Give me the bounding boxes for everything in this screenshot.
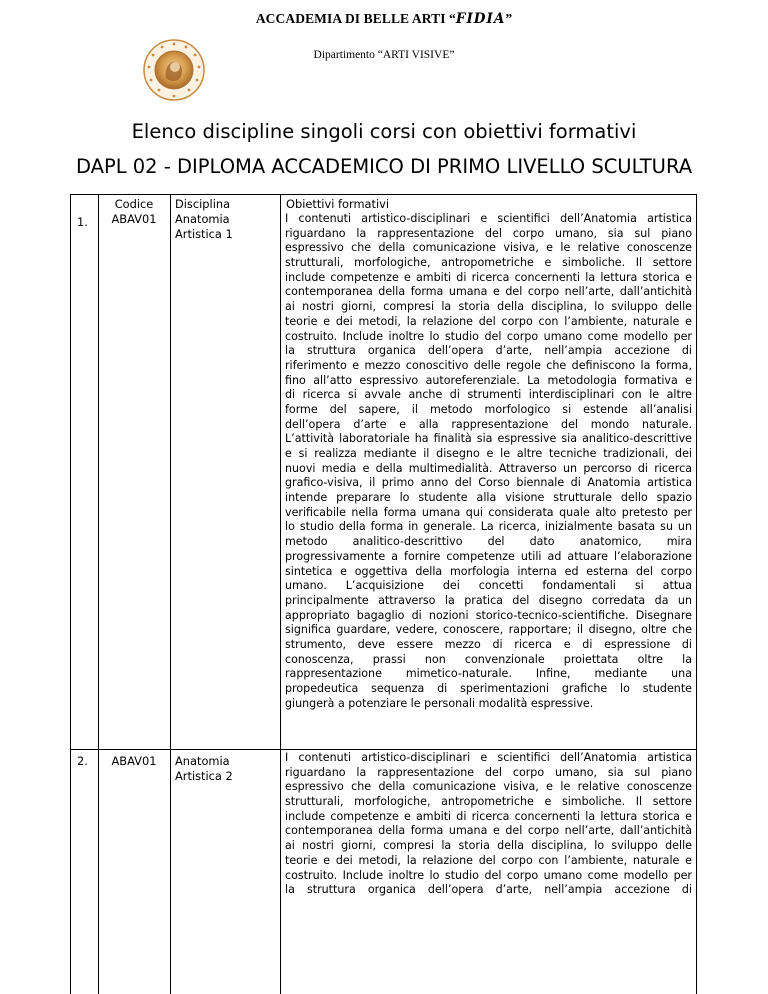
disciplines-table [70, 194, 697, 994]
table-divider [98, 195, 99, 994]
header-discipline: Disciplina [175, 197, 231, 211]
row-objectives: I contenuti artistico-disciplinari e scientifici dell’Anatomia artistica riguardano la rappresentazione del corpo umano, sia sul piano espressivo che della comunicazione visiva, e le relative conoscenze strutturali, morfologiche, antropometriche e simboliche. Il settore include competenze e ambiti di ricerca concernenti la lettura storica e contemporanea della forma umana e del corpo nell’arte, dall’antichità ai nostri giorni, compresi la storia della disciplina, lo sviluppo delle teorie e dei metodi, la relazione del corpo con l’ambiente, naturale e costruito. Include inoltre lo studio del corpo umano come modello per la struttura organica dell’opera d’arte, nell’ampia accezione di riferimento e mezzo conoscitivo delle regole che definiscono la forma, fino all’atto espressivo autoreferenziale. La metodologia formativa e di ricerca si avvale anche di strumenti interdisciplinari con le altre forme del sapere, il metodo morfologico si estende all’analisi dell’opera d’arte e alla rappresentazione del mondo naturale. L’attività laboratoriale ha finalità sia espressive sia analitico-descrittive e si realizza mediante il disegno e le altre tecniche tradizionali, dei nuovi media e della multimedialità. Attraverso un percorso di ricerca grafico-visiva, il primo anno del Corso biennale di Anatomia artistica intende preparare lo studente alla visione strutturale dello spazio verificabile nella forma umana qui considerata quale alto pretesto per lo studio della forma in generale. La ricerca, inizialmente basata su un metodo analitico-descrittivo del dato anatomico, mira progressivamente a fornire competenze utili ad attuare l’elaborazione sintetica e oggettiva della morfologia interna ed esterna del corpo umano. L’acquisizione dei concetti fondamentali si attua principalmente attraverso la pratica del disegno corredata da un appropriato bagaglio di nozioni storico-tecnico-scientifiche. Disegnare significa guardare, vedere, conoscere, rapportare; il disegno, oltre che strumento, deve essere mezzo di ricerca e di espressione di conoscenza, prassi non convenzionale proiettata oltre la rappresentazione mimetico-naturale. Infine, mediante una propedeutica sequenza di sperimentazioni grafiche lo studente giungerà a potenziare le personali modalità espressive. [285, 212, 692, 710]
row-code: ABAV01 [111, 754, 157, 768]
header-code: Codice [114, 197, 154, 211]
row-objectives: I contenuti artistico-disciplinari e scientifici dell’Anatomia artistica riguardano la rappresentazione del corpo umano, sia sul piano espressivo che della comunicazione visiva, e le relative conoscenze strutturali, morfologiche, antropometriche e simboliche. Il settore include competenze e ambiti di ricerca concernenti la lettura storica e contemporanea della forma umana e del corpo nell’arte, dall’antichità ai nostri giorni, compresi la storia della disciplina, lo sviluppo delle teorie e dei metodi, la relazione del corpo con l’ambiente, naturale e costruito. Include inoltre lo studio del corpo umano come modello per la struttura organica dell’opera d’arte, nell’ampia accezione di [285, 751, 692, 897]
letterhead [0, 0, 768, 100]
row-number: 2. [77, 754, 88, 768]
table-divider [280, 195, 281, 994]
row-discipline: Anatomia Artistica 2 [175, 754, 233, 783]
table-row-divider [71, 749, 696, 750]
row-code: ABAV01 [111, 212, 157, 226]
row-number: 1. [77, 215, 88, 229]
document-title: Elenco discipline singoli corsi con obiettivi formativi [131, 120, 637, 143]
row-discipline: Anatomia Artistica 1 [175, 212, 233, 241]
academy-name: ACCADEMIA DI BELLE ARTI “FIDIA” [255, 11, 513, 27]
table-divider [170, 195, 171, 994]
accademia-fidia-logo-icon [142, 38, 206, 102]
document-subtitle: DAPL 02 - DIPLOMA ACCADEMICO DI PRIMO LIVELLO SCULTURA [75, 155, 693, 178]
department-name: Dipartimento “ARTI VISIVE” [313, 49, 455, 61]
header-objectives: Obiettivi formativi [286, 197, 390, 211]
academy-name-fidia: FIDIA [455, 11, 506, 27]
